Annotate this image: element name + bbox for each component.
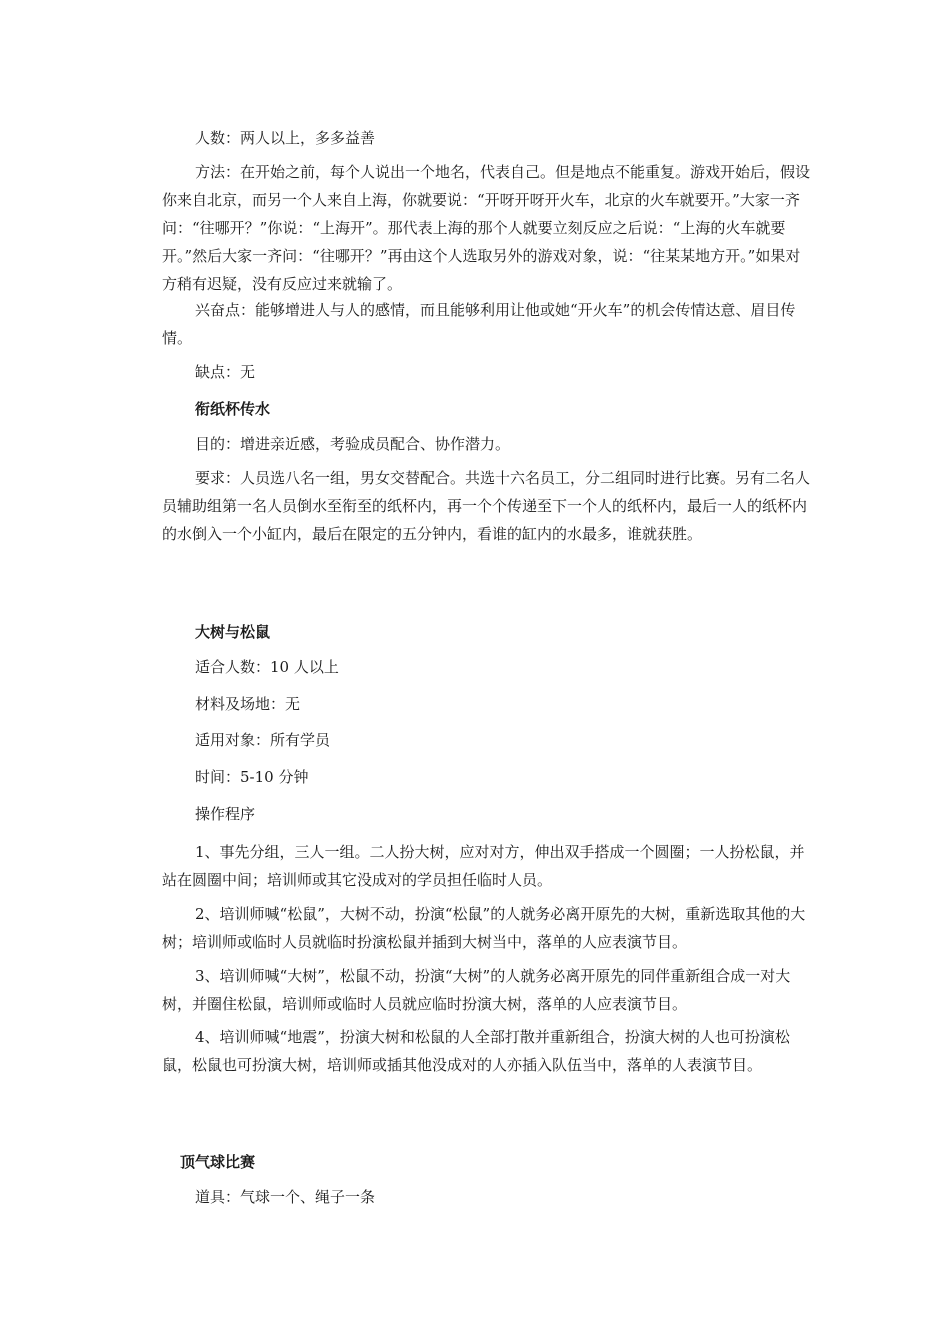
step-3: 3、培训师喊“大树”，松鼠不动，扮演“大树”的人就务必离开原先的同伴重新组合成一对大树，并圈住松鼠，培训师或临时人员就应临时扮演大树，落单的人应表演节目。 <box>162 967 791 1013</box>
step-2: 2、培训师喊“松鼠”，大树不动，扮演“松鼠”的人就务必离开原先的大树，重新选取其他的大树；培训师或临时人员就临时扮演松鼠并插到大树当中，落单的人应表演节目。 <box>162 905 806 951</box>
props-line: 道具：气球一个、绳子一条 <box>195 1188 376 1206</box>
purpose-line: 目的：增进亲近感，考验成员配合、协作潜力。 <box>195 435 511 453</box>
audience-line: 适用对象：所有学员 <box>195 731 331 749</box>
people-count: 人数：两人以上，多多益善 <box>195 129 376 147</box>
step-4: 4、培训师喊“地震”，扮演大树和松鼠的人全部打散并重新组合，扮演大树的人也可扮演松鼠，松鼠也可扮演大树，培训师或插其他没成对的人亦插入队伍当中，落单的人表演节目。 <box>162 1028 790 1074</box>
excitement-paragraph: 兴奋点：能够增进人与人的感情，而且能够利用让他或她“开火车”的机会传情达意、眉目传情。 <box>162 301 796 347</box>
requirement-paragraph: 要求：人员选八名一组，男女交替配合。共选十六名员工，分二组同时进行比赛。另有二名人员辅助组第一名人员倒水至衔至的纸杯内，再一个个传递至下一个人的纸杯内，最后一人的纸杯内的水倒入一个小缸内，最后在限定的五分钟内，看谁的缸内的水最多，谁就获胜。 <box>162 469 811 543</box>
method-paragraph: 方法：在开始之前，每个人说出一个地名，代表自己。但是地点不能重复。游戏开始后，假设你来自北京，而另一个人来自上海，你就要说：“开呀开呀开火车，北京的火车就要开。”大家一齐问：“往哪开？”你说：“上海开”。那代表上海的那个人就要立刻反应之后说：“上海的火车就要开。”然后大家一齐问：“往哪开？”再由这个人选取另外的游戏对象，说：“往某某地方开。”如果对方稍有迟疑，没有反应过来就输了。 <box>162 163 811 293</box>
procedure-title: 操作程序 <box>195 805 256 823</box>
materials-line: 材料及场地：无 <box>195 695 301 713</box>
section-title-balloon: 顶气球比赛 <box>180 1153 256 1171</box>
section-title-tree-squirrel: 大树与松鼠 <box>195 623 271 641</box>
participants-line: 适合人数：10 人以上 <box>195 658 339 676</box>
drawback-line: 缺点：无 <box>195 363 256 381</box>
time-line: 时间：5-10 分钟 <box>195 768 309 786</box>
step-1: 1、事先分组，三人一组。二人扮大树，应对对方，伸出双手搭成一个圆圈；一人扮松鼠，并站在圆圈中间；培训师或其它没成对的学员担任临时人员。 <box>162 843 805 889</box>
section-title-paper-cup: 衔纸杯传水 <box>195 400 271 418</box>
